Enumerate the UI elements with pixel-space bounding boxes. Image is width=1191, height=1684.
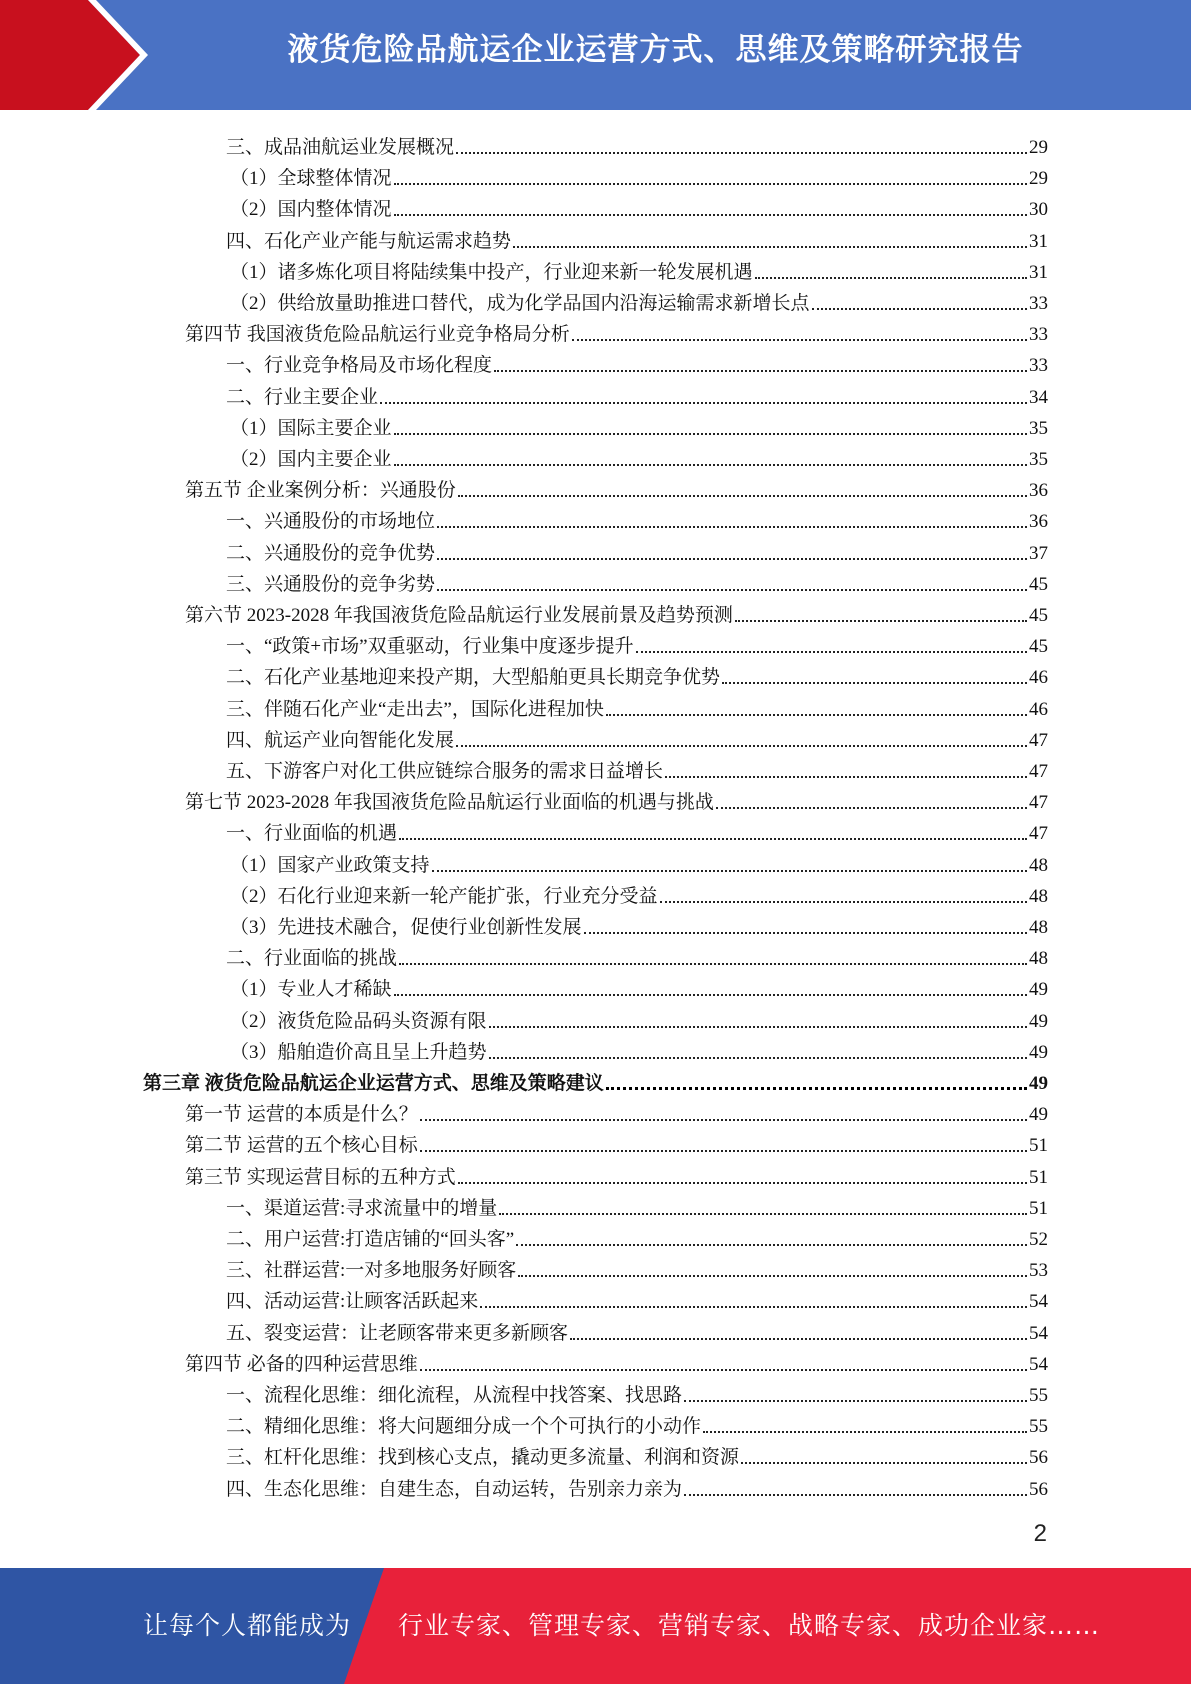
toc-entry-title: 第四节 必备的四种运营思维 xyxy=(185,1353,418,1375)
toc-entry[interactable] xyxy=(230,970,1048,1001)
toc-entry-page: 30 xyxy=(1029,199,1048,221)
toc-leader-dots xyxy=(812,308,1027,310)
toc-entry[interactable] xyxy=(185,1158,1048,1189)
toc-entry-page: 51 xyxy=(1029,1197,1048,1219)
toc-leader-dots xyxy=(570,1338,1027,1340)
toc-entry-title: 一、“政策+市场”双重驱动，行业集中度逐步提升 xyxy=(226,636,634,658)
toc-entry-page: 51 xyxy=(1029,1135,1048,1157)
toc-entry[interactable] xyxy=(230,284,1048,315)
toc-leader-dots xyxy=(394,433,1027,435)
toc-entry-title: 第三章 液货危险品航运企业运营方式、思维及策略建议 xyxy=(143,1073,604,1094)
toc-entry[interactable] xyxy=(226,1251,1048,1282)
toc-entry-title: （3）船舶造价高且呈上升趋势 xyxy=(230,1041,487,1063)
toc-leader-dots xyxy=(432,870,1027,872)
toc-entry-title: 二、精细化思维：将大问题细分成一个个可执行的小动作 xyxy=(226,1416,702,1438)
toc-entry-page: 45 xyxy=(1029,605,1048,626)
toc-leader-dots xyxy=(437,558,1027,560)
toc-entry[interactable] xyxy=(226,346,1048,377)
toc-entry-title: 第五节 企业案例分析：兴通股份 xyxy=(185,480,456,502)
toc-entry-page: 54 xyxy=(1029,1353,1048,1375)
toc-entry[interactable] xyxy=(226,690,1048,721)
toc-entry[interactable] xyxy=(230,1033,1048,1064)
toc-entry-page: 36 xyxy=(1029,480,1048,502)
toc-entry-title: 三、杠杆化思维：找到核心支点，撬动更多流量、利润和资源 xyxy=(226,1447,740,1469)
toc-entry[interactable] xyxy=(143,1064,1048,1095)
toc-entry-page: 52 xyxy=(1029,1229,1048,1250)
toc-entry-page: 31 xyxy=(1029,230,1048,252)
toc-entry-page: 47 xyxy=(1029,823,1048,845)
toc-leader-dots xyxy=(606,1087,1027,1090)
toc-entry-title: 三、社群运营:一对多地服务好顾客 xyxy=(226,1260,517,1282)
toc-entry[interactable] xyxy=(226,502,1048,533)
toc-leader-dots xyxy=(399,838,1027,840)
toc-entry-title: 第一节 运营的本质是什么？ xyxy=(185,1104,418,1126)
toc-entry-title: （1）专业人才稀缺 xyxy=(230,979,392,1001)
toc-entry-page: 29 xyxy=(1029,137,1048,158)
toc-entry[interactable] xyxy=(226,565,1048,596)
toc-leader-dots xyxy=(684,1494,1027,1496)
toc-entry-title: （1）诸多炼化项目将陆续集中投产，行业迎来新一轮发展机遇 xyxy=(230,261,753,283)
toc-entry[interactable] xyxy=(226,721,1048,752)
toc-entry-page: 49 xyxy=(1029,1041,1048,1063)
toc-entry[interactable] xyxy=(185,1126,1048,1157)
toc-entry-title: 一、流程化思维：细化流程，从流程中找答案、找思路 xyxy=(226,1385,683,1406)
toc-leader-dots xyxy=(722,682,1027,684)
toc-entry-page: 36 xyxy=(1029,511,1048,533)
toc-entry-title: 第二节 运营的五个核心目标 xyxy=(185,1135,418,1157)
toc-entry-title: 二、行业面临的挑战 xyxy=(226,948,398,970)
toc-leader-dots xyxy=(518,1275,1027,1277)
header-banner xyxy=(0,0,1191,110)
toc-leader-dots xyxy=(684,1400,1027,1402)
toc-entry-title: 一、行业面临的机遇 xyxy=(226,823,398,845)
toc-leader-dots xyxy=(394,183,1027,185)
toc-entry-page: 54 xyxy=(1029,1322,1048,1344)
footer-slogan-right: 行业专家、管理专家、营销专家、战略专家、成功企业家…… xyxy=(398,1611,1101,1640)
toc-entry[interactable] xyxy=(185,471,1048,502)
toc-entry[interactable] xyxy=(226,752,1048,783)
toc-entry-page: 48 xyxy=(1029,917,1048,938)
toc-entry[interactable] xyxy=(226,1470,1048,1501)
toc-leader-dots xyxy=(456,152,1027,154)
toc-entry[interactable] xyxy=(230,409,1048,440)
toc-leader-dots xyxy=(660,901,1027,903)
toc-entry-title: （2）供给放量助推进口替代，成为化学品国内沿海运输需求新增长点 xyxy=(230,293,810,314)
toc-leader-dots xyxy=(741,1462,1027,1464)
toc-entry-title: 第四节 我国液货危险品航运行业竞争格局分析 xyxy=(185,324,570,346)
toc-entry-title: 三、成品油航运业发展概况 xyxy=(226,137,455,158)
toc-entry-title: （2）液货危险品码头资源有限 xyxy=(230,1010,487,1032)
toc-entry-page: 31 xyxy=(1029,261,1048,283)
toc-entry[interactable] xyxy=(226,534,1048,565)
toc-entry-page: 45 xyxy=(1029,573,1048,595)
toc-entry[interactable] xyxy=(226,1376,1048,1407)
toc-leader-dots xyxy=(636,651,1027,653)
toc-entry[interactable] xyxy=(226,814,1048,845)
toc-entry-page: 45 xyxy=(1029,636,1048,658)
toc-entry[interactable] xyxy=(226,939,1048,970)
toc-leader-dots xyxy=(437,589,1027,591)
toc-entry[interactable] xyxy=(226,378,1048,409)
toc-entry-title: 一、渠道运营:寻求流量中的增量 xyxy=(226,1197,498,1219)
toc-entry-page: 49 xyxy=(1029,1010,1048,1032)
toc-entry-page: 35 xyxy=(1029,417,1048,439)
toc-entry-title: 四、生态化思维：自建生态，自动运转，告别亲力亲为 xyxy=(226,1478,683,1500)
toc-entry-page: 35 xyxy=(1029,449,1048,470)
toc-entry-title: 五、下游客户对化工供应链综合服务的需求日益增长 xyxy=(226,761,664,782)
toc-entry[interactable] xyxy=(226,1220,1048,1251)
toc-entry-title: 四、航运产业向智能化发展 xyxy=(226,729,455,751)
toc-entry[interactable] xyxy=(185,783,1048,814)
toc-leader-dots xyxy=(394,214,1027,216)
toc-entry[interactable] xyxy=(226,1407,1048,1438)
toc-entry-page: 46 xyxy=(1029,667,1048,689)
toc-leader-dots xyxy=(516,1244,1027,1246)
toc-leader-dots xyxy=(399,963,1027,965)
toc-leader-dots xyxy=(499,1213,1027,1215)
toc-leader-dots xyxy=(420,1369,1027,1371)
toc-entry-title: 二、用户运营:打造店铺的“回头客” xyxy=(226,1229,515,1250)
toc-entry-page: 33 xyxy=(1029,324,1048,346)
toc-entry-page: 56 xyxy=(1029,1447,1048,1469)
toc-entry-page: 48 xyxy=(1029,948,1048,970)
toc-entry-page: 34 xyxy=(1029,386,1048,408)
toc-entry-page: 29 xyxy=(1029,168,1048,190)
toc-entry-page: 33 xyxy=(1029,293,1048,314)
toc-leader-dots xyxy=(456,745,1027,747)
page-title: 液货危险品航运企业运营方式、思维及策略研究报告 xyxy=(287,32,1024,68)
toc-entry-page: 37 xyxy=(1029,542,1048,564)
toc-entry-page: 53 xyxy=(1029,1260,1048,1282)
toc-entry-title: （1）全球整体情况 xyxy=(230,168,392,190)
toc-leader-dots xyxy=(489,1057,1027,1059)
toc-entry-page: 48 xyxy=(1029,854,1048,876)
toc-entry-title: （3）先进技术融合，促使行业创新性发展 xyxy=(230,917,582,938)
toc-leader-dots xyxy=(489,1026,1027,1028)
toc-entry-title: 二、石化产业基地迎来投产期，大型船舶更具长期竞争优势 xyxy=(226,667,721,689)
toc-leader-dots xyxy=(420,1150,1027,1152)
toc-leader-dots xyxy=(572,339,1027,341)
toc-entry[interactable] xyxy=(230,908,1048,939)
toc-entry-title: （2）国内主要企业 xyxy=(230,449,392,470)
toc-entry-page: 54 xyxy=(1029,1291,1048,1313)
toc-entry-title: 一、行业竞争格局及市场化程度 xyxy=(226,355,493,377)
toc-entry[interactable] xyxy=(230,253,1048,284)
toc-leader-dots xyxy=(665,776,1027,778)
toc-entry[interactable] xyxy=(226,1189,1048,1220)
toc-leader-dots xyxy=(716,807,1027,809)
toc-entry-title: 二、兴通股份的竞争优势 xyxy=(226,542,436,564)
toc-entry[interactable] xyxy=(230,877,1048,908)
toc-entry-page: 33 xyxy=(1029,355,1048,377)
toc-leader-dots xyxy=(606,714,1027,716)
toc-entry[interactable] xyxy=(185,1095,1048,1126)
toc-leader-dots xyxy=(394,464,1027,466)
toc-entry-title: （1）国家产业政策支持 xyxy=(230,854,430,876)
toc-entry-page: 55 xyxy=(1029,1385,1048,1406)
toc-entry[interactable] xyxy=(230,1002,1048,1033)
toc-entry[interactable] xyxy=(226,1438,1048,1469)
toc-entry[interactable] xyxy=(226,1282,1048,1313)
toc-entry-page: 55 xyxy=(1029,1416,1048,1438)
toc-entry[interactable] xyxy=(226,222,1048,253)
toc-leader-dots xyxy=(584,932,1027,934)
toc-leader-dots xyxy=(458,495,1027,497)
toc-entry-page: 49 xyxy=(1029,1104,1048,1126)
toc-entry-page: 47 xyxy=(1029,792,1048,814)
page-number: 2 xyxy=(1033,1520,1047,1547)
toc-entry-title: 第三节 实现运营目标的五种方式 xyxy=(185,1166,456,1188)
toc-entry-title: （2）国内整体情况 xyxy=(230,199,392,221)
toc-entry-title: 五、裂变运营：让老顾客带来更多新顾客 xyxy=(226,1322,569,1344)
toc-leader-dots xyxy=(735,620,1027,622)
toc-leader-dots xyxy=(380,402,1027,404)
footer-slogan-left: 让每个人都能成为 xyxy=(143,1611,352,1640)
toc-entry-page: 46 xyxy=(1029,698,1048,720)
toc-entry[interactable] xyxy=(226,658,1048,689)
toc-entry[interactable] xyxy=(226,128,1048,159)
toc-entry-title: 四、活动运营:让顾客活跃起来 xyxy=(226,1291,479,1313)
toc-entry-page: 49 xyxy=(1029,979,1048,1001)
toc-leader-dots xyxy=(394,994,1027,996)
toc-entry-title: 第七节 2023-2028 年我国液货危险品航运行业面临的机遇与挑战 xyxy=(185,792,714,814)
toc-entry-title: 三、兴通股份的竞争劣势 xyxy=(226,573,436,595)
toc-entry[interactable] xyxy=(230,159,1048,190)
toc-leader-dots xyxy=(480,1306,1027,1308)
toc-leader-dots xyxy=(755,277,1027,279)
toc-entry-title: 三、伴随石化产业“走出去”，国际化进程加快 xyxy=(226,698,604,720)
toc-entry-title: 第六节 2023-2028 年我国液货危险品航运行业发展前景及趋势预测 xyxy=(185,605,733,626)
toc-leader-dots xyxy=(420,1119,1027,1121)
toc-entry-page: 48 xyxy=(1029,885,1048,907)
toc-leader-dots xyxy=(437,526,1027,528)
toc-entry-title: 一、兴通股份的市场地位 xyxy=(226,511,436,533)
toc-entry-title: （2）石化行业迎来新一轮产能扩张，行业充分受益 xyxy=(230,885,658,907)
toc-entry-page: 49 xyxy=(1029,1073,1048,1094)
toc-entry[interactable] xyxy=(226,1314,1048,1345)
toc-entry[interactable] xyxy=(230,846,1048,877)
toc-entry-page: 47 xyxy=(1029,729,1048,751)
toc-entry[interactable] xyxy=(185,596,1048,627)
toc-entry[interactable] xyxy=(230,440,1048,471)
toc-entry-title: （1）国际主要企业 xyxy=(230,417,392,439)
toc-entry-page: 56 xyxy=(1029,1478,1048,1500)
toc-entry[interactable] xyxy=(226,627,1048,658)
toc-entry-page: 51 xyxy=(1029,1166,1048,1188)
toc-entry-page: 47 xyxy=(1029,761,1048,782)
toc-leader-dots xyxy=(458,1182,1027,1184)
toc-entry-title: 四、石化产业产能与航运需求趋势 xyxy=(226,230,512,252)
toc-leader-dots xyxy=(494,370,1027,372)
toc-entry[interactable] xyxy=(230,190,1048,221)
toc-entry[interactable] xyxy=(185,1345,1048,1376)
toc-leader-dots xyxy=(703,1431,1027,1433)
toc-entry-title: 二、行业主要企业 xyxy=(226,386,379,408)
toc-leader-dots xyxy=(513,246,1027,248)
footer-banner xyxy=(0,1568,1191,1684)
toc-entry[interactable] xyxy=(185,315,1048,346)
